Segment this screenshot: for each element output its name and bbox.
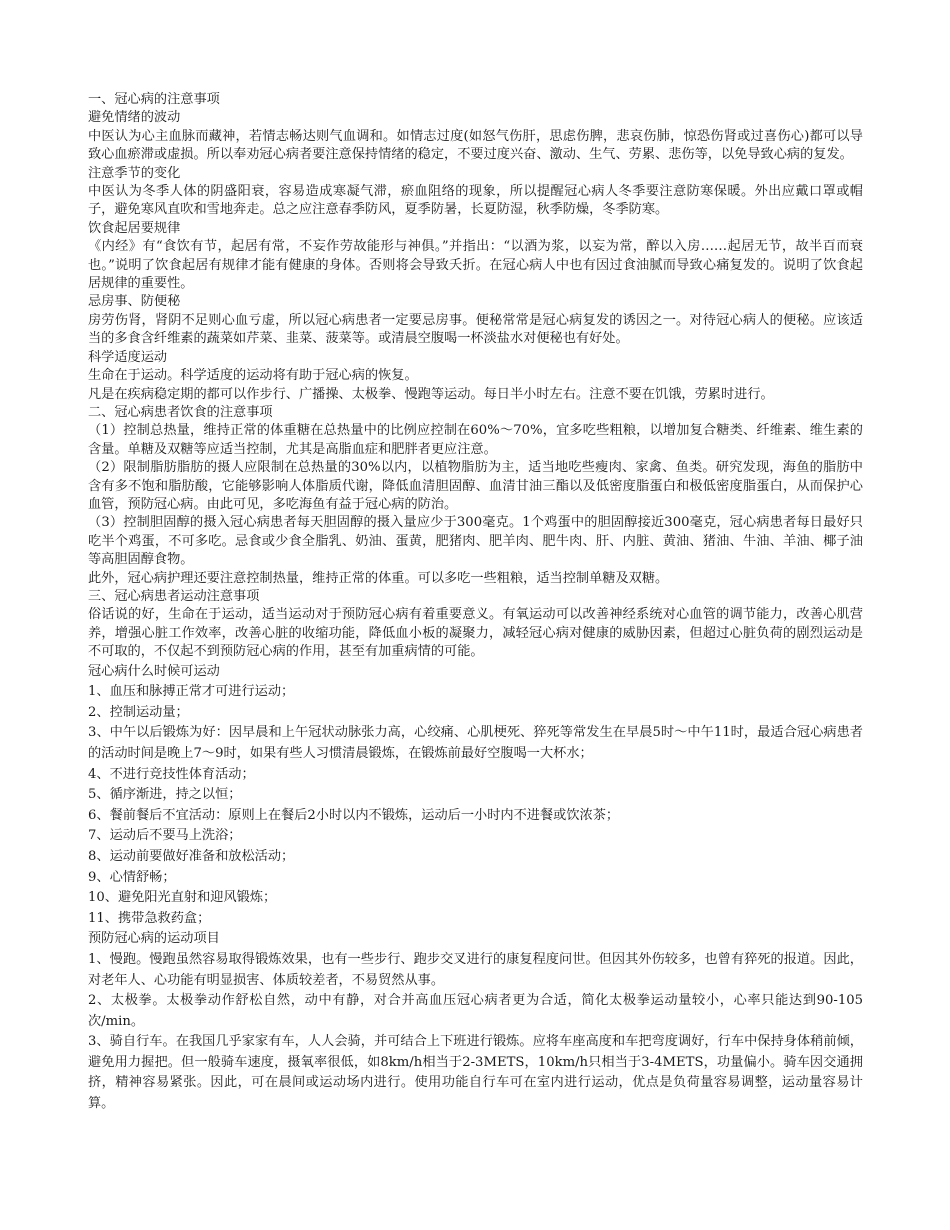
paragraph: 3、骑自行车。在我国几乎家家有车，人人会骑，并可结合上下班进行锻炼。应将车座高度和车把弯度调好，行车中保持身体稍前倾，避免用力握把。但一般骑车速度，摄氧率很低，如8km/h相当于2-3METS，10km/h只相当于3-4METS，功量偏小。骑车因交通拥挤，精神容易紧张。因此，可在晨间或运动场内进行。使用功能自行车可在室内进行运动，优点是负荷量容易调整，运动量容易计算。 [88, 1034, 863, 1112]
subheading: 忌房事、防便秘 [88, 294, 181, 310]
exercise-timing-list [88, 662, 863, 930]
paragraph: （2）限制脂肪脂肪的摄人应限制在总热量的30%以内，以植物脂肪为主，适当地吃些瘦肉、家禽、鱼类。研究发现，海鱼的脂肪中含有多不饱和脂肪酸，它能够影响人体脂质代谢，降低血清胆固醇、血清甘油三酯以及低密度脂蛋白和极低密度脂蛋白，从而保护心血管，预防冠心病。由此可见，多吃海鱼有益于冠心病的防治。 [88, 460, 863, 512]
list-item: 4、不进行竞技性体育活动； [88, 766, 255, 782]
paragraph: 房劳伤肾，肾阴不足则心血亏虚，所以冠心病患者一定要忌房事。便秘常常是冠心病复发的诱因之一。对待冠心病人的便秘。应该适当的多食含纤维素的蔬菜如芹菜、韭菜、菠菜等。或清晨空腹喝一杯淡盐水对便秘也有好处。 [88, 312, 863, 347]
exercise-projects [88, 929, 863, 1114]
paragraph: 《内经》有“食饮有节，起居有常，不妄作劳故能形与神俱。”并指出：“以酒为浆，以妄为常，醉以入房……起居无节，故半百而衰也。”说明了饮食起居有规律才能有健康的身体。否则将会导致夭折。在冠心病人中也有因过食油腻而导致心痛复发的。说明了饮食起居规律的重要性。 [88, 239, 863, 292]
list-item: 11、携带急救药盒； [88, 910, 211, 926]
document-body [88, 91, 863, 1115]
subheading: 科学适度运动 [88, 349, 168, 365]
paragraph: （3）控制胆固醇的摄入冠心病患者每天胆固醇的摄入量应少于300毫克。1个鸡蛋中的胆固醇接近300毫克，冠心病患者每日最好只吃半个鸡蛋，不可多吃。忌食或少食全脂乳、奶油、蛋黄，肥猪肉、肥羊肉、肥牛肉、肝、内脏、黄油、猪油、牛油、羊油、椰子油等高胆固醇食物。 [88, 515, 863, 568]
list-item: 7、运动后不要马上洗浴； [88, 828, 242, 844]
section-heading: 一、冠心病的注意事项 [88, 92, 220, 107]
subheading: 预防冠心病的运动项目 [88, 931, 220, 947]
paragraph: 生命在于运动。科学适度的运动将有助于冠心病的恢复。 [88, 368, 418, 384]
section-heading: 二、冠心病患者饮食的注意事项 [88, 404, 273, 420]
list-item: 9、心情舒畅； [88, 869, 176, 885]
list-item: 3、中午以后锻炼为好：因早晨和上午冠状动脉张力高，心绞痛、心肌梗死、猝死等常发生在早晨5时～中午11时，最适合冠心病患者的活动时间是晚上7～9时，如果有些人习惯清晨锻炼，在锻炼前最好空腹喝一大杯水； [88, 725, 863, 761]
section-heading: 三、冠心病患者运动注意事项 [88, 588, 260, 604]
list-item: 10、避免阳光直射和迎风锻炼； [88, 890, 277, 906]
list-item: 6、餐前餐后不宜活动：原则上在餐后2小时以内不锻炼，运动后一小时内不进餐或饮浓茶； [88, 807, 620, 823]
subheading: 避免情绪的波动 [88, 110, 181, 126]
list-item: 8、运动前要做好准备和放松活动； [88, 848, 295, 864]
paragraph: 2、太极拳。太极拳动作舒松自然，动中有静，对合并高血压冠心病者更为合适，简化太极拳运动量较小，心率只能达到90-105次/min。 [88, 993, 863, 1029]
paragraph: 凡是在疾病稳定期的都可以作步行、广播操、太极拳、慢跑等运动。每日半小时左右。注意不要在饥饿，劳累时进行。 [88, 386, 774, 402]
paragraph: 俗话说的好，生命在于运动，适当运动对于预防冠心病有着重要意义。有氧运动可以改善神经系统对心血管的调节能力，改善心肌营养，增强心脏工作效率，改善心脏的收缩功能，降低血小板的凝聚力，减轻冠心病对健康的威胁因素，但超过心脏负荷的剧烈运动是不可取的，不仅起不到预防冠心病的作用，甚至有加重病情的可能。 [88, 607, 863, 660]
paragraph: 中医认为心主血脉而藏神，若情志畅达则气血调和。如情志过度(如怒气伤肝，思虑伤脾，悲哀伤肺，惊恐伤肾或过喜伤心)都可以导致心血瘀滞或虚损。所以奉劝冠心病者要注意保持情绪的稳定，不要过度兴奋、激动、生气、劳累、悲伤等，以免导致心病的复发。 [88, 128, 863, 163]
list-item: 1、血压和脉搏正常才可进行运动； [88, 684, 295, 700]
list-item: 5、循序渐进，持之以恒； [88, 787, 242, 803]
list-item: 2、控制运动量； [88, 704, 189, 720]
subheading: 冠心病什么时候可运动 [88, 663, 220, 679]
subheading: 饮食起居要规律 [88, 220, 181, 236]
paragraph: 1、慢跑。慢跑虽然容易取得锻炼效果，也有一些步行、跑步交叉进行的康复程度问世。但因其外伤较多，也曾有猝死的报道。因此，对老年人、心功能有明显损害、体质较差者，不易贸然从事。 [88, 951, 863, 988]
subheading: 注意季节的变化 [88, 165, 181, 181]
paragraph: 此外，冠心病护理还要注意控制热量，维持正常的体重。可以多吃一些粗粮，适当控制单糖及双糖。 [88, 570, 669, 586]
paragraph: 中医认为冬季人体的阴盛阳衰，容易造成寒凝气滞，瘀血阻络的现象，所以提醒冠心病人冬季要注意防寒保暖。外出应戴口罩或帽子，避免寒风直吹和雪地奔走。总之应注意春季防风，夏季防暑，长夏防湿，秋季防燥，冬季防寒。 [88, 184, 863, 218]
paragraph: （1）控制总热量，维持正常的体重糖在总热量中的比例应控制在60%～70%，宜多吃些粗粮，以增加复合糖类、纤维素、维生素的含量。单糖及双糖等应适当控制，尤其是高脂血症和肥胖者更应注意。 [88, 423, 863, 457]
